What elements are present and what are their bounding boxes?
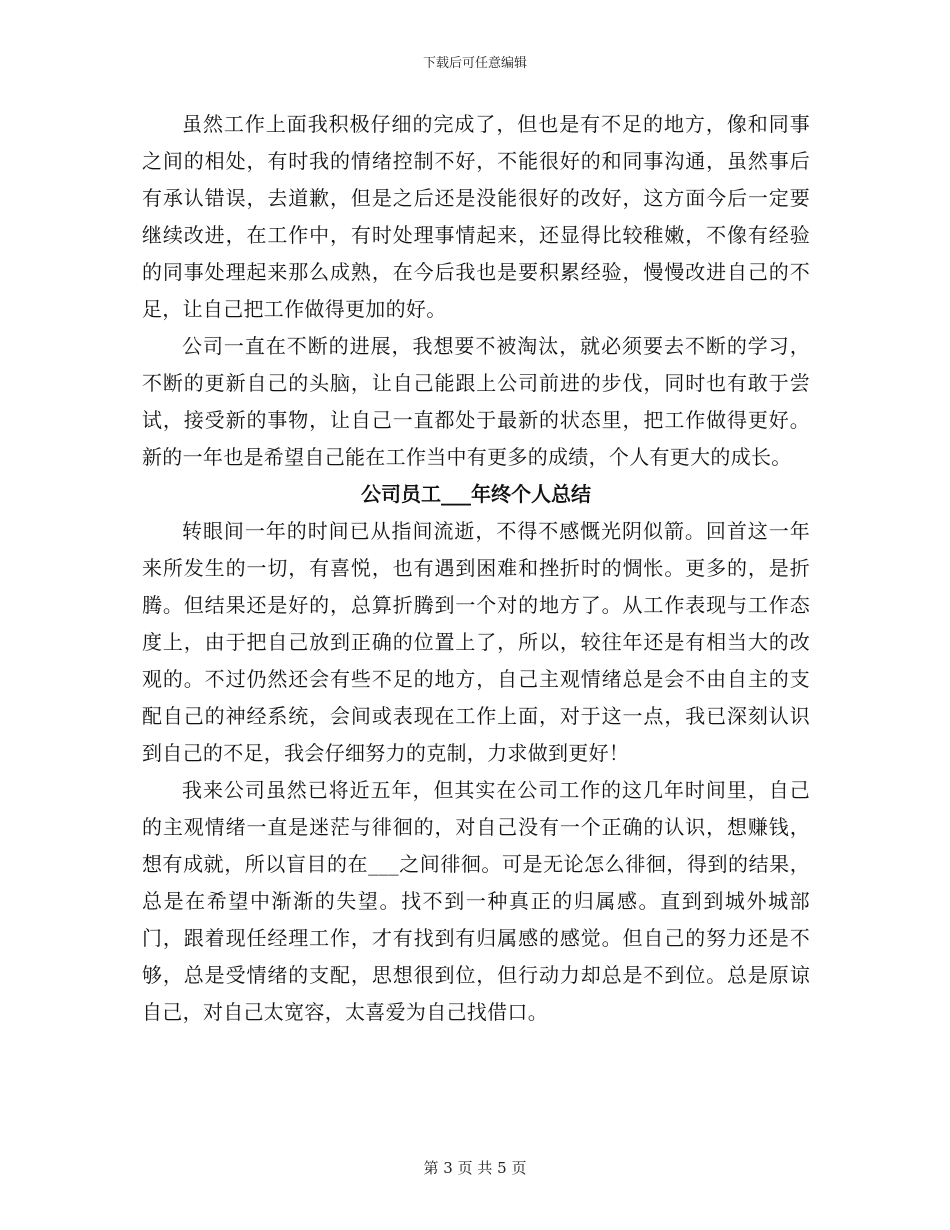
paragraph-2: 公司一直在不断的进展，我想要不被淘汰，就必须要去不断的学习，不断的更新自己的头脑，让自己能跟上公司前进的步伐，同时也有敢于尝试，接受新的事物，让自己一直都处于最新的状态里，把工作做得更好。新的一年也是希望自己能在工作当中有更多的成绩，个人有更大的成长。 [142,334,810,469]
paragraph-3: 转眼间一年的时间已从指间流逝，不得不感慨光阴似箭。回首这一年来所发生的一切，有喜悦，也有遇到困难和挫折时的惆怅。更多的，是折腾。但结果还是好的，总算折腾到一个对的地方了。从工作表现与工作态度上，由于把自己放到正确的位置上了，所以，较往年还是有相当大的改观的。不过仍然还会有些不足的地方，自己主观情绪总是会不由自主的支配自己的神经系统，会间或表现在工作上面，对于这一点，我已深刻认识到自己的不足，我会仔细努力的克制，力求做到更好！ [142,519,810,765]
page-footer: 第 3 页 共 5 页 [423,1159,527,1177]
paragraph-4: 我来公司虽然已将近五年，但其实在公司工作的这几年时间里，自己的主观情绪一直是迷茫与徘徊的，对自己没有一个正确的认识，想赚钱，想有成就，所以盲目的在___之间徘徊。可是无论怎么徘徊，得到的结果，总是在希望中渐渐的失望。找不到一种真正的归属感。直到到城外城部门，跟着现任经理工作，才有找到有归属感的感觉。但自己的努力还是不够，总是受情绪的支配，思想很到位，但行动力却总是不到位。总是原谅自己，对自己太宽容，太喜爱为自己找借口。 [142,778,810,1024]
paragraph-1: 虽然工作上面我积极仔细的完成了，但也是有不足的地方，像和同事之间的相处，有时我的情绪控制不好，不能很好的和同事沟通，虽然事后有承认错误，去道歉，但是之后还是没能很好的改好，这方面今后一定要继续改进，在工作中，有时处理事情起来，还显得比较稚嫩，不像有经验的同事处理起来那么成熟，在今后我也是要积累经验，慢慢改进自己的不足，让自己把工作做得更加的好。 [142,112,810,321]
document-body [142,106,810,1031]
section-title: 公司员工___年终个人总结 [361,482,591,506]
page-header: 下载后可任意编辑 [422,56,527,71]
